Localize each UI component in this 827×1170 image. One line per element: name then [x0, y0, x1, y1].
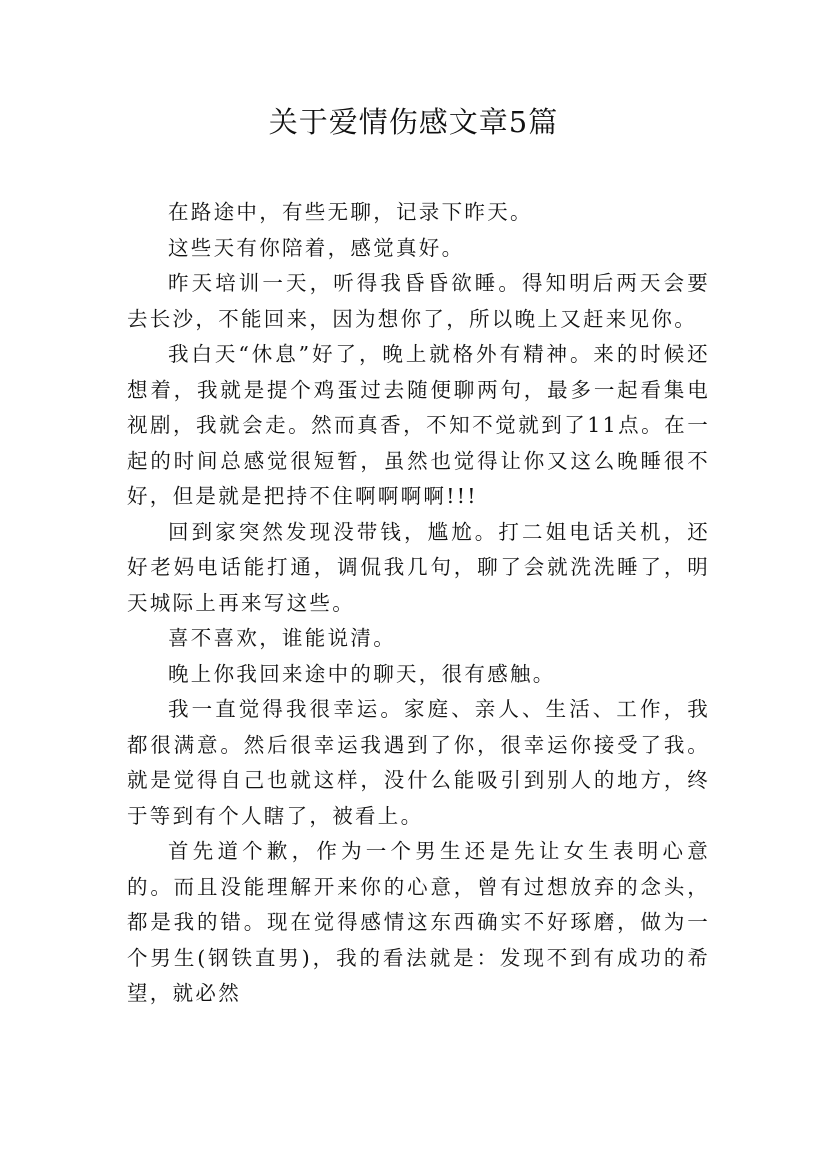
- paragraph: 首先道个歉，作为一个男生还是先让女生表明心意的。而且没能理解开来你的心意，曾有过想放弃的念头，都是我的错。现在觉得感情这东西确实不好琢磨，做为一个男生(钢铁直男)，我的看法就是：发现不到有成功的希望，就必然: [127, 839, 710, 1005]
- paragraph: 这些天有你陪着，感觉真好。: [168, 235, 465, 260]
- paragraph: 晚上你我回来途中的聊天，很有感触。: [168, 661, 556, 686]
- document-body: [127, 195, 710, 1012]
- document-title: 关于爱情伤感文章5篇: [268, 105, 559, 139]
- paragraph: 回到家突然发现没带钱，尴尬。打二姐电话关机，还好老妈电话能打通，调侃我几句，聊了会就洗洗睡了，明天城际上再来写这些。: [127, 519, 710, 615]
- paragraph: 我白天“休息”好了，晚上就格外有精神。来的时候还想着，我就是提个鸡蛋过去随便聊两句，最多一起看集电视剧，我就会走。然而真香，不知不觉就到了11点。在一起的时间总感觉很短暂，虽然也觉得让你又这么晚睡很不好，但是就是把持不住啊啊啊啊!!!: [127, 342, 710, 508]
- paragraph: 喜不喜欢，谁能说清。: [168, 626, 396, 650]
- paragraph: 昨天培训一天，听得我昏昏欲睡。得知明后两天会要去长沙，不能回来，因为想你了，所以晚上又赶来见你。: [127, 271, 710, 331]
- paragraph: 我一直觉得我很幸运。家庭、亲人、生活、工作，我都很满意。然后很幸运我遇到了你，很幸运你接受了我。就是觉得自己也就这样，没什么能吸引到别人的地方，终于等到有个人瞎了，被看上。: [127, 697, 710, 828]
- paragraph: 在路途中，有些无聊，记录下昨天。: [168, 200, 533, 224]
